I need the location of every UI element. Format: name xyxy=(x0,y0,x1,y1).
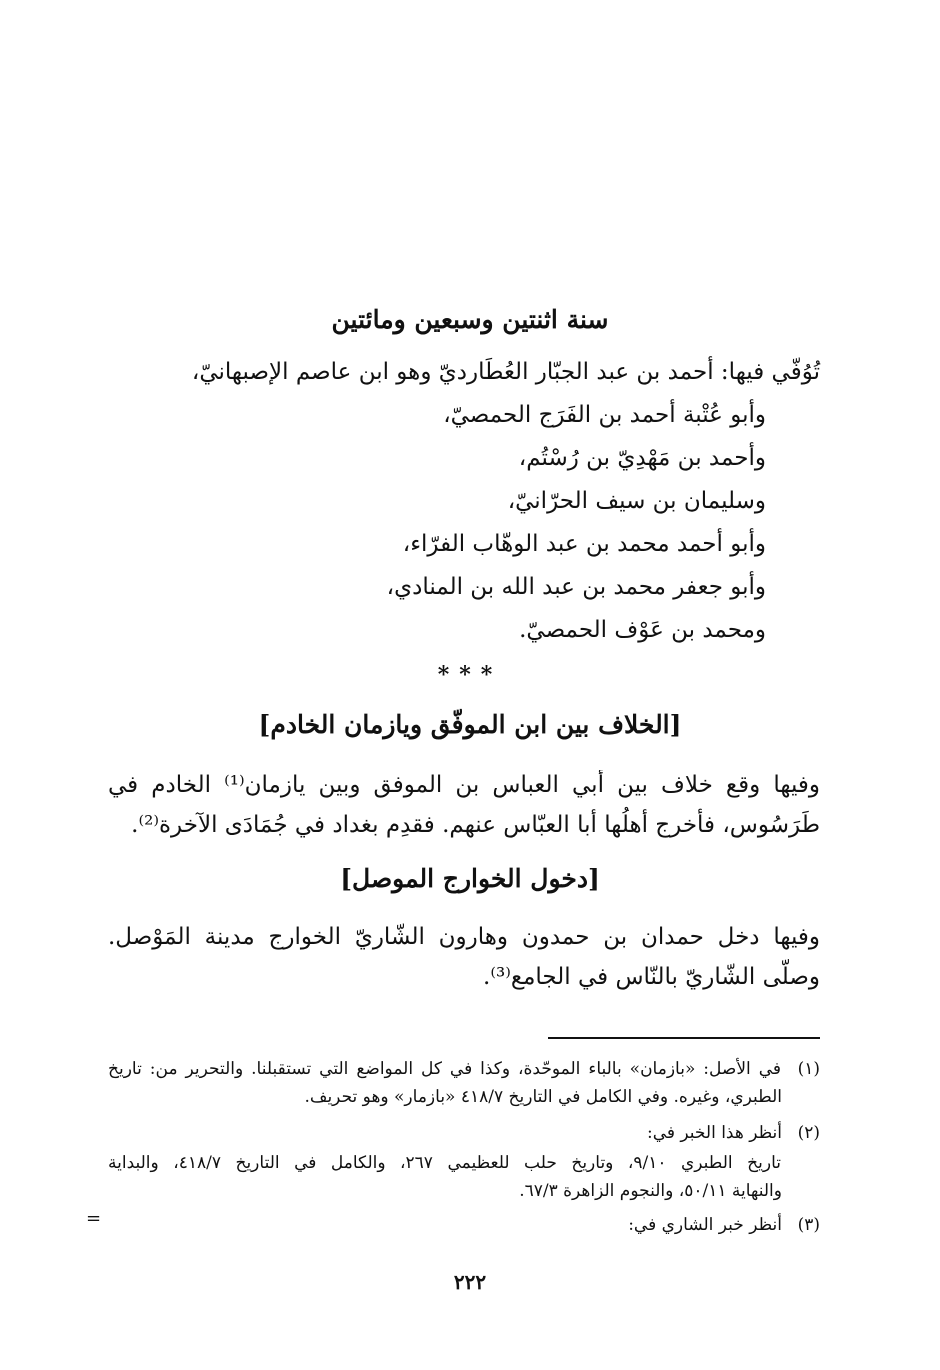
death-entry: وأبو عُتْبة أحمد بن الفَرَج الحمصيّ، xyxy=(443,402,766,428)
footnote-text: والنهاية ٥٠/١١، والنجوم الزاهرة ٦٧/٣. xyxy=(519,1181,782,1201)
year-heading: سنة اثنتين وسبعين ومائتين xyxy=(331,305,609,334)
page-number: ٢٢٢ xyxy=(453,1270,487,1294)
footnote-text: الطبري، وغيره. وفي الكامل في التاريخ ٤١٨/٧ «بازمار» وهو تحريف. xyxy=(304,1087,782,1107)
footnote-text: أنظر هذا الخبر في: xyxy=(646,1123,782,1143)
footnote-text: في الأصل: «بازمان» بالباء الموحّدة، وكذا في كل المواضع التي تستقبلنا. والتحرير من: تاريخ xyxy=(108,1059,781,1079)
section-title: [الخلاف بين ابن الموفّق ويازمان الخادم] xyxy=(258,710,682,739)
footnote-text: أنظر خبر الشاري في: xyxy=(628,1215,782,1235)
footnote-rule xyxy=(548,1037,820,1039)
death-entry: تُوُفّي فيها: أحمد بن عبد الجبّار العُطَارديّ وهو ابن عاصم الإصبهانيّ، xyxy=(191,359,820,385)
footnote-number: (١) xyxy=(797,1059,820,1079)
paragraph-line: وصلّى الشّاريّ بالنّاس في الجامع⁽³⁾. xyxy=(483,964,820,990)
death-entry: وأبو أحمد محمد بن عبد الوهّاب الفرّاء، xyxy=(402,531,766,557)
death-entry: وأحمد بن مَهْدِيّ بن رُسْتُم، xyxy=(518,445,766,471)
footnote-number: (٣) xyxy=(797,1215,820,1235)
death-entry: ومحمد بن عَوْف الحمصيّ. xyxy=(519,617,766,643)
paragraph-line: طَرَسُوس، فأخرج أهلُها أبا العبّاس عنهم. فقدِم بغداد في جُمَادَى الآخرة⁽²⁾. xyxy=(131,812,820,838)
death-entry: وأبو جعفر محمد بن عبد الله بن المنادي، xyxy=(386,574,766,600)
section-separator: *** xyxy=(437,662,503,688)
paragraph-line: وفيها دخل حمدان بن حمدون وهارون الشّاريّ الخوارج مدينة المَوْصل. xyxy=(108,924,820,950)
footnote-text: تاريخ الطبري ٩/١٠، وتاريخ حلب للعظيمي ٢٦٧، والكامل في التاريخ ٤١٨/٧، والبداية xyxy=(108,1153,781,1173)
footnote-number: (٢) xyxy=(797,1123,820,1143)
paragraph-line: وفيها وقع خلاف بين أبي العباس بن الموفق وبين يازمان⁽¹⁾ الخادم في xyxy=(108,772,820,798)
death-entry: وسليمان بن سيف الحرّانيّ، xyxy=(507,488,766,514)
section-title: [دخول الخوارج الموصل] xyxy=(340,864,600,893)
continuation-mark: = xyxy=(86,1208,102,1229)
